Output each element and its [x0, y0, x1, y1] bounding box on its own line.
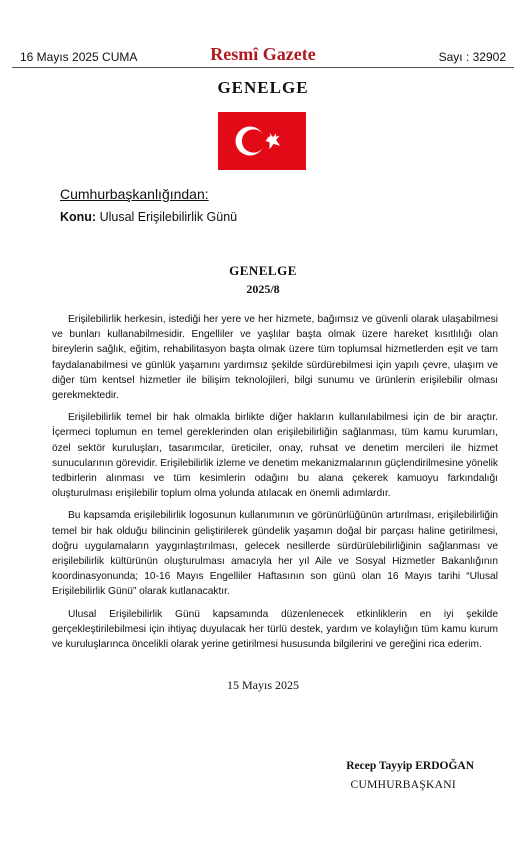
- subject-text: Ulusal Erişilebilirlik Günü: [99, 210, 238, 224]
- subject-line: [60, 210, 237, 224]
- gazette-title: Resmî Gazete: [210, 44, 316, 64]
- publication-date: 16 Mayıs 2025 CUMA: [20, 50, 138, 64]
- header-divider: [12, 67, 514, 68]
- subject-label: Konu:: [60, 210, 97, 224]
- paragraph-4: Ulusal Erişilebilirlik Günü kapsamında düzenlenecek etkinliklerin en iyi şekilde gerçekleştirilebilmesi için ihtiyaç duyulacak her türlü destek, yardım ve kolaylığın tüm kamu kurum ve kuruluşlarınca öncelikli olarak yerine getirilmesi hususunda bilgilerini ve gereğini rica ederim.: [52, 608, 498, 651]
- main-heading: GENELGE: [217, 78, 309, 97]
- turkish-flag-icon: [218, 112, 306, 170]
- document-number: 2025/8: [246, 282, 280, 296]
- document-body: [52, 312, 498, 659]
- issue-number: Sayı : 32902: [438, 50, 506, 64]
- document-heading: GENELGE: [229, 263, 297, 278]
- paragraph-3: Bu kapsamda erişilebilirlik logosunun kullanımının ve görünürlüğünün artırılması, erişilebilirliğin temel bir hak olduğu bilincinin geliştirilerek gündelik yaşamın doğal bir parçası haline getirilmesi, doğru uygulamaların yaygınlaştırılması, gelecek nesillerde sürdürülebilirliğinin sağlanması ve erişilebilirlik kültürünün oluşturulması amacıyla her yıl Aile ve Sosyal Hizmetler Bakanlığının koordinasyonunda; 10-16 Mayıs Engelliler Haftasının son günü olan 16 Mayıs tarihi “Ulusal Erişilebilirlik Günü” olarak kutlanacaktır.: [52, 510, 498, 598]
- paragraph-2: Erişilebilirlik temel bir hak olmakla birlikte diğer hakların kullanılabilmesi için de bir araçtır. İçermeci toplumun en temel gereklerinden olan erişilebilirliğin sağlanması, tüm kamu kurumları, özel sektör kuruluşları, tasarımcılar, üreticiler, onay, ruhsat ve denetim mercileri ile hizmet sunucularının görevidir. Erişilebilirlik izleme ve denetim mekanizmalarının güçlendirilmesine yönelik tedbirlerin alınması ve tüm kesimlerin odağını bu alana çekerek kamuoyu farkındalığı oluşturulması erişilebilir toplum olma yolunda atılacak en önemli adımlardır.: [52, 412, 498, 500]
- signer-title: CUMHURBAŞKANI: [350, 779, 456, 791]
- crescent-inner: [242, 129, 265, 152]
- document-date: 15 Mayıs 2025: [227, 678, 299, 692]
- issuer-line: Cumhurbaşkanlığından:: [60, 186, 209, 202]
- paragraph-1: Erişilebilirlik herkesin, istediği her yere ve her hizmete, bağımsız ve güvenli olarak ulaşabilmesi ve bunları kullanabilmesidir. Engelliler ve yaşlılar başta olmak üzere hareket kısıtlılığı olan bireylerin sağlık, eğitim, rehabilitasyon başta olmak üzere tüm toplumsal hizmetlerden eşit ve tam faydalanabilmesi ve günlük yaşamını yardımsız şekilde sürdürebilmesi için yapılı çevre, ulaşım ve diğer tüm kentsel hizmetler ile bilişim teknolojileri, bilgi sunumu ve ürünlerin erişilebilir olması gerekmektedir.: [52, 314, 498, 402]
- signer-name: Recep Tayyip ERDOĞAN: [346, 760, 474, 772]
- gazette-header: [0, 0, 526, 66]
